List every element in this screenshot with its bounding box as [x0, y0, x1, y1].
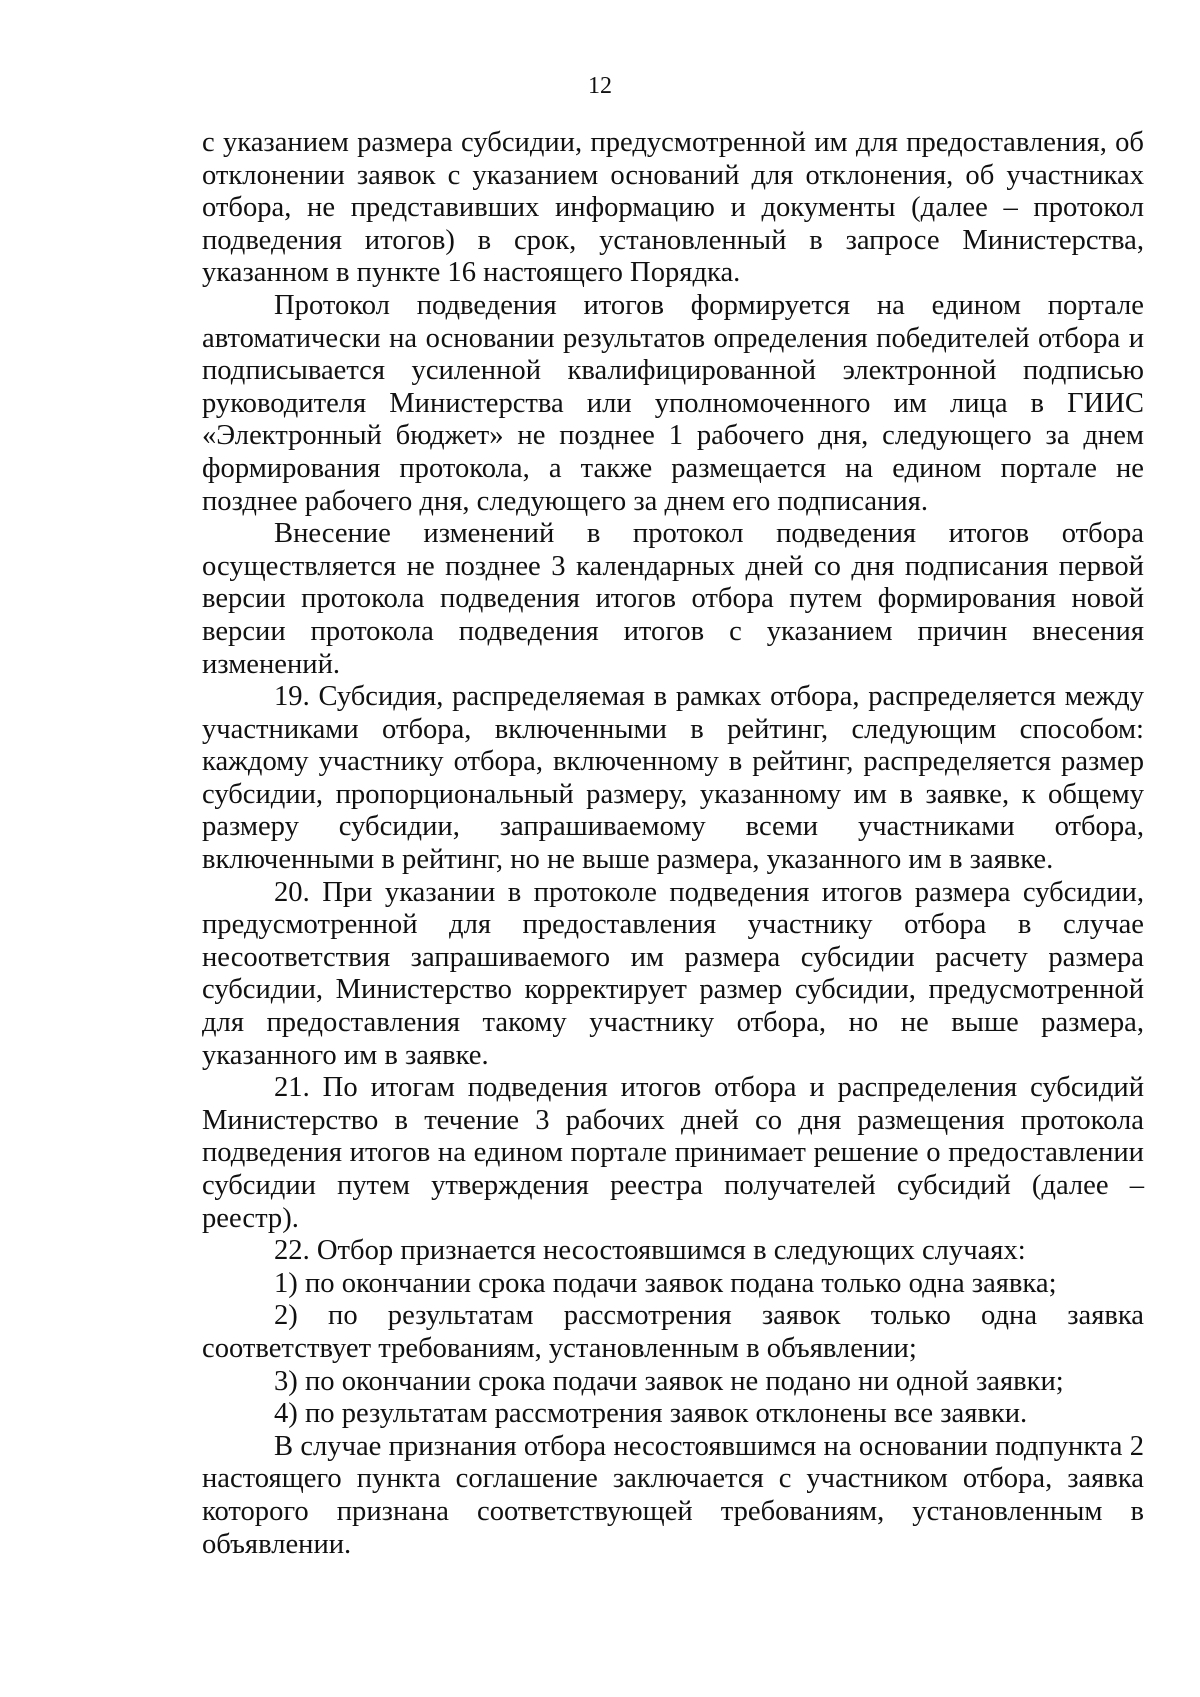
paragraph-continuation: с указанием размера субсидии, предусмотренной им для предоставления, об отклонении заявок с указанием оснований для отклонения, об участниках отбора, не представивших информацию и документы (далее – протокол подведения итогов) в срок, установленный в запросе Министерства, указанном в пункте 16 настоящего Порядка.: [202, 127, 1144, 289]
paragraph-item-22: 22. Отбор признается несостоявшимся в следующих случаях:: [274, 1235, 1026, 1267]
paragraph-subitem-4: 4) по результатам рассмотрения заявок отклонены все заявки.: [274, 1398, 1028, 1430]
paragraph-item-19: 19. Субсидия, распределяемая в рамках отбора, распределяется между участниками отбора, включенными в рейтинг, следующим способом: каждому участнику отбора, включенному в рейтинг, распределяется размер субсидии, пропорциональный размеру, указанному им в заявке, к общему размеру субсидии, запрашиваемому всеми участниками отбора, включенными в рейтинг, но не выше размера, указанного им в заявке.: [202, 681, 1144, 876]
paragraph-subitem-1: 1) по окончании срока подачи заявок подана только одна заявка;: [274, 1267, 1057, 1299]
document-body: [202, 127, 1144, 1561]
page-number: 12: [588, 73, 612, 99]
paragraph-protocol-changes: Внесение изменений в протокол подведения итогов отбора осуществляется не позднее 3 календарных дней со дня подписания первой версии протокола подведения итогов отбора путем формирования новой версии протокола подведения итогов с указанием причин внесения изменений.: [202, 518, 1144, 680]
paragraph-subitem-2: 2) по результатам рассмотрения заявок только одна заявка соответствует требованиям, установленным в объявлении;: [202, 1300, 1144, 1364]
paragraph-protocol-formation: Протокол подведения итогов формируется на едином портале автоматически на основании результатов определения победителей отбора и подписывается усиленной квалифицированной электронной подписью руководителя Министерства или уполномоченного им лица в ГИИС «Электронный бюджет» не позднее 1 рабочего дня, следующего за днем формирования протокола, а также размещается на едином портале не позднее рабочего дня, следующего за днем его подписания.: [202, 289, 1144, 517]
paragraph-item-21: 21. По итогам подведения итогов отбора и распределения субсидий Министерство в течение 3 рабочих дней со дня размещения протокола подведения итогов на едином портале принимает решение о предоставлении субсидии путем утверждения реестра получателей субсидий (далее – реестр).: [202, 1072, 1144, 1234]
paragraph-subitem-3: 3) по окончании срока подачи заявок не подано ни одной заявки;: [274, 1365, 1064, 1397]
paragraph-item-20: 20. При указании в протоколе подведения итогов размера субсидии, предусмотренной для предоставления участнику отбора в случае несоответствия запрашиваемого им размера субсидии расчету размера субсидии, Министерство корректирует размер субсидии, предусмотренной для предоставления такому участнику отбора, но не выше размера, указанного им в заявке.: [202, 876, 1144, 1071]
paragraph-final: В случае признания отбора несостоявшимся на основании подпункта 2 настоящего пункта соглашение заключается с участником отбора, заявка которого признана соответствующей требованиям, установленным в объявлении.: [202, 1430, 1144, 1560]
